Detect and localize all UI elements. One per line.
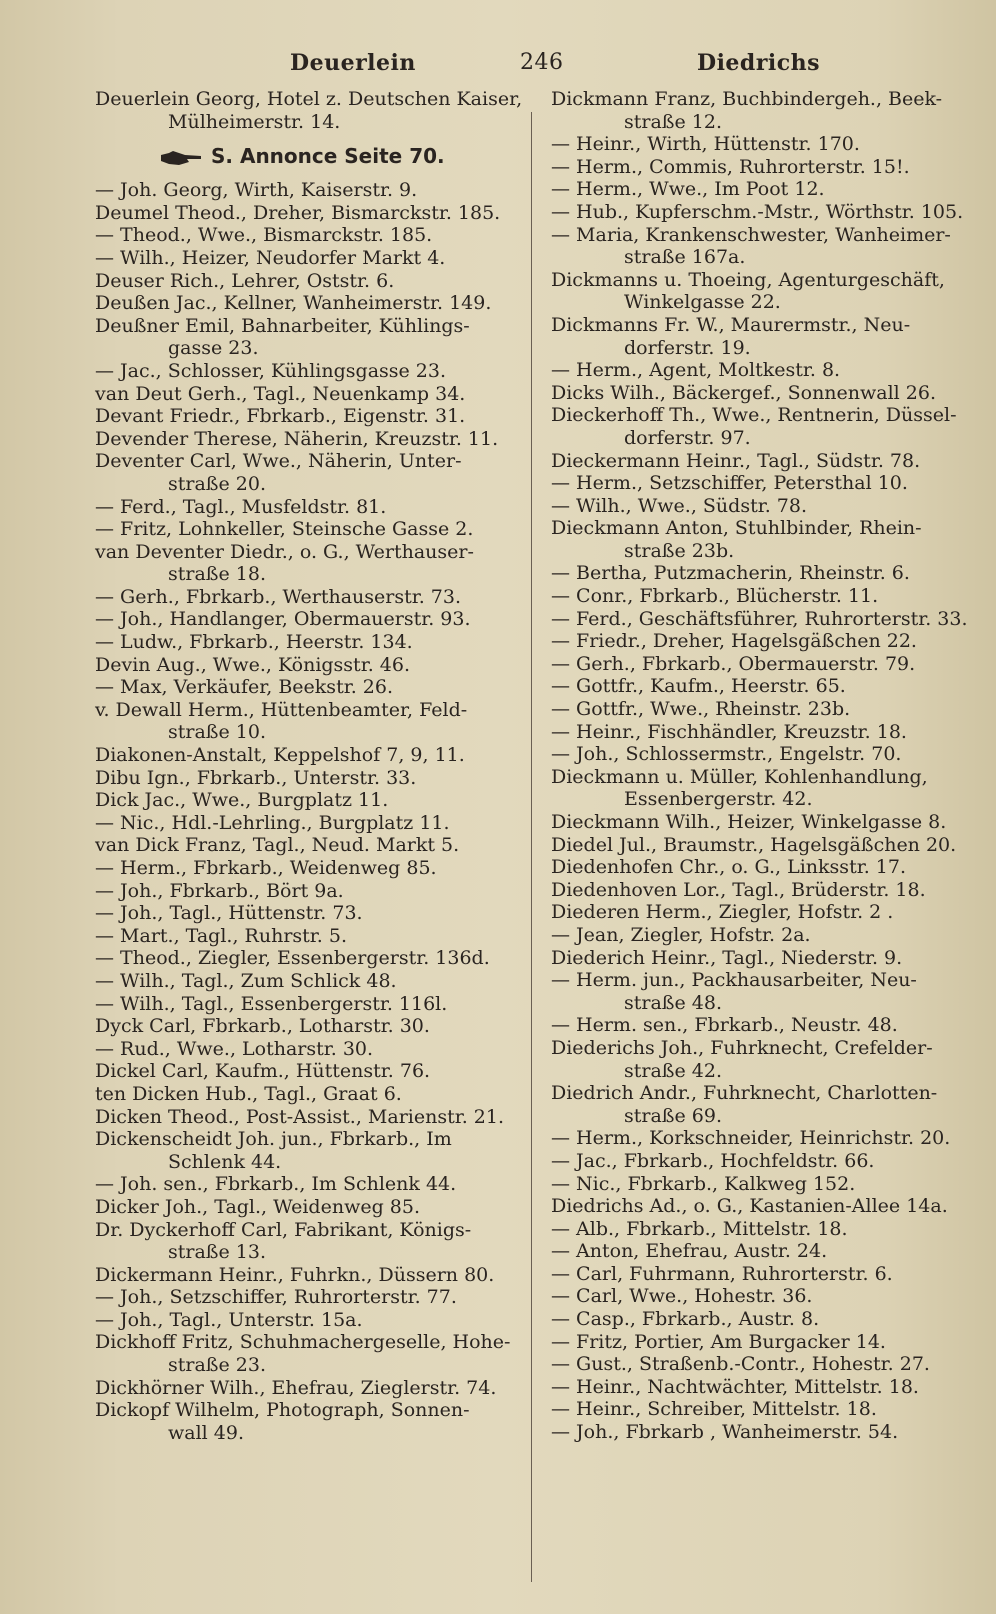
directory-entry xyxy=(551,1331,981,1354)
directory-entry xyxy=(551,1082,981,1105)
entry-text: — Fritz, Lohnkeller, Steinsche Gasse 2. xyxy=(95,518,474,541)
annonce-reference xyxy=(95,139,525,173)
directory-entry xyxy=(95,789,525,812)
entry-text: Diederichs Joh., Fuhrknecht, Crefelder- xyxy=(551,1036,933,1059)
directory-entry xyxy=(95,405,525,428)
entry-text: — Wilh., Heizer, Neudorfer Markt 4. xyxy=(95,246,446,269)
directory-entry xyxy=(95,654,525,677)
entry-text: Diedrich Andr., Fuhrknecht, Charlotten- xyxy=(551,1082,938,1105)
directory-entry xyxy=(551,156,981,179)
entry-text: — Joh., Tagl., Unterstr. 15a. xyxy=(95,1308,363,1331)
directory-entry xyxy=(95,744,525,767)
entry-text: Dickmanns u. Thoeing, Agenturgeschäft, xyxy=(551,268,945,291)
entry-text: Dieckmann u. Müller, Kohlenhandlung, xyxy=(551,765,928,788)
entry-text: Mülheimerstr. 14. xyxy=(168,110,341,133)
entry-text: Dickmanns Fr. W., Maurermstr., Neu- xyxy=(551,313,911,336)
right-column xyxy=(551,88,981,1444)
directory-entry xyxy=(551,1263,981,1286)
directory-entry xyxy=(95,428,525,451)
directory-entry xyxy=(551,269,981,292)
column-divider xyxy=(531,112,532,1582)
directory-entry xyxy=(95,1128,525,1151)
entry-text: Dickenscheidt Joh. jun., Fbrkarb., Im xyxy=(95,1128,452,1151)
directory-entry xyxy=(551,1308,981,1331)
entry-text: — Gerh., Fbrkarb., Werthauserstr. 73. xyxy=(95,585,462,608)
entry-continuation xyxy=(551,246,981,269)
directory-entry xyxy=(551,856,981,879)
entry-text: — Bertha, Putzmacherin, Rheinstr. 6. xyxy=(551,562,910,585)
entry-text: straße 18. xyxy=(168,563,266,586)
entry-text: Dibu Ign., Fbrkarb., Unterstr. 33. xyxy=(95,766,417,789)
entry-text: Dickopf Wilhelm, Photograph, Sonnen- xyxy=(95,1399,470,1422)
directory-entry xyxy=(551,1173,981,1196)
entry-text: — Herm., Fbrkarb., Weidenweg 85. xyxy=(95,857,437,879)
entry-text: — Herm. sen., Fbrkarb., Neustr. 48. xyxy=(551,1014,898,1037)
directory-entry xyxy=(551,382,981,405)
entry-text: straße 42. xyxy=(624,1059,722,1082)
directory-entry xyxy=(95,88,525,111)
entry-continuation xyxy=(551,111,981,134)
directory-entry xyxy=(95,202,525,225)
entry-text: — Herm., Wwe., Im Poot 12. xyxy=(551,178,825,201)
entry-text: straße 12. xyxy=(624,110,722,133)
directory-entry xyxy=(95,360,525,383)
page-number: 246 xyxy=(520,50,564,75)
entry-text: — Nic., Hdl.-Lehrling., Burgplatz 11. xyxy=(95,811,450,834)
entry-text: straße 20. xyxy=(168,472,266,495)
directory-entry xyxy=(551,901,981,924)
directory-entry xyxy=(551,1014,981,1037)
directory-entry xyxy=(95,834,525,857)
entry-text: ten Dicken Hub., Tagl., Graat 6. xyxy=(95,1082,402,1105)
entry-text: straße 10. xyxy=(168,721,266,744)
directory-entry xyxy=(95,1083,525,1106)
entry-text: — Gerh., Fbrkarb., Obermauerstr. 79. xyxy=(551,652,916,675)
entry-continuation xyxy=(95,337,525,360)
directory-entry xyxy=(551,675,981,698)
entry-text: van Deventer Diedr., o. G., Werthauser- xyxy=(95,540,474,563)
entry-continuation xyxy=(95,1151,525,1174)
directory-entry xyxy=(551,698,981,721)
entry-text: Dickhoff Fritz, Schuhmachergeselle, Hohe- xyxy=(95,1331,511,1354)
directory-entry xyxy=(95,925,525,948)
directory-entry xyxy=(95,1060,525,1083)
directory-entry xyxy=(95,1219,525,1242)
entry-continuation xyxy=(95,721,525,744)
directory-entry xyxy=(95,541,525,564)
entry-text: Dickermann Heinr., Fuhrkn., Düssern 80. xyxy=(95,1263,495,1286)
directory-entry xyxy=(95,608,525,631)
directory-entry xyxy=(95,1038,525,1061)
entry-text: Devant Friedr., Fbrkarb., Eigenstr. 31. xyxy=(95,405,466,428)
directory-entry xyxy=(551,1240,981,1263)
directory-entry xyxy=(95,902,525,925)
left-column xyxy=(95,88,525,1444)
entry-text: — Joh., Setzschiffer, Ruhrorterstr. 77. xyxy=(95,1286,457,1309)
directory-entry xyxy=(95,224,525,247)
entry-text: S. Annonce Seite 70. xyxy=(211,144,445,169)
entry-text: — Heinr., Nachtwächter, Mittelstr. 18. xyxy=(551,1375,919,1398)
entry-text: dorferstr. 97. xyxy=(624,426,751,449)
directory-entry xyxy=(95,247,525,270)
entry-text: — Rud., Wwe., Lotharstr. 30. xyxy=(95,1037,374,1060)
entry-text: — Jean, Ziegler, Hofstr. 2a. xyxy=(551,923,811,946)
directory-entry xyxy=(551,517,981,540)
entry-text: Diedrichs Ad., o. G., Kastanien-Allee 14a. xyxy=(551,1195,948,1218)
directory-entry xyxy=(551,1218,981,1241)
entry-text: Dieckmann Wilh., Heizer, Winkelgasse 8. xyxy=(551,811,947,833)
entry-text: Deumel Theod., Dreher, Bismarckstr. 185. xyxy=(95,201,501,224)
entry-text: straße 23b. xyxy=(624,539,735,562)
directory-entry xyxy=(551,495,981,518)
directory-entry xyxy=(95,947,525,970)
directory-entry xyxy=(95,1331,525,1354)
entry-continuation xyxy=(95,1422,525,1445)
directory-entry xyxy=(551,201,981,224)
entry-text: Diedenhoven Lor., Tagl., Brüderstr. 18. xyxy=(551,878,926,901)
directory-entry xyxy=(551,1376,981,1399)
entry-text: dorferstr. 19. xyxy=(624,336,751,359)
entry-text: — Friedr., Dreher, Hagelsgäßchen 22. xyxy=(551,630,917,653)
directory-entry xyxy=(95,292,525,315)
entry-text: — Carl, Wwe., Hohestr. 36. xyxy=(551,1285,813,1308)
entry-text: — Ferd., Tagl., Musfeldstr. 81. xyxy=(95,495,387,518)
directory-entry xyxy=(551,721,981,744)
entry-text: — Joh., Schlossermstr., Engelstr. 70. xyxy=(551,743,902,766)
entry-text: — Heinr., Fischhändler, Kreuzstr. 18. xyxy=(551,720,907,743)
entry-text: straße 69. xyxy=(624,1104,722,1127)
directory-entry xyxy=(551,1037,981,1060)
directory-entry xyxy=(95,270,525,293)
entry-text: Dicken Theod., Post-Assist., Marienstr. 21. xyxy=(95,1105,505,1128)
directory-entry xyxy=(551,1195,981,1218)
entry-text: Deußen Jac., Kellner, Wanheimerstr. 149. xyxy=(95,292,492,315)
entry-text: — Joh., Fbrkarb , Wanheimerstr. 54. xyxy=(551,1421,899,1444)
directory-entry xyxy=(551,1127,981,1150)
entry-text: — Joh. sen., Fbrkarb., Im Schlenk 44. xyxy=(95,1173,457,1196)
directory-entry xyxy=(95,1309,525,1332)
entry-text: — Heinr., Wirth, Hüttenstr. 170. xyxy=(551,133,860,156)
entry-text: Essenbergerstr. 42. xyxy=(624,788,813,811)
entry-text: — Max, Verkäufer, Beekstr. 26. xyxy=(95,676,393,699)
entry-text: — Anton, Ehefrau, Austr. 24. xyxy=(551,1240,828,1263)
entry-continuation xyxy=(551,1060,981,1083)
entry-text: — Herm. jun., Packhausarbeiter, Neu- xyxy=(551,969,917,992)
entry-text: straße 23. xyxy=(168,1354,266,1377)
directory-entry xyxy=(95,496,525,519)
entry-text: — Casp., Fbrkarb., Austr. 8. xyxy=(551,1308,820,1331)
directory-entry xyxy=(551,133,981,156)
entry-text: wall 49. xyxy=(168,1421,244,1444)
entry-continuation xyxy=(551,992,981,1015)
page-header xyxy=(0,44,996,84)
entry-text: Schlenk 44. xyxy=(168,1150,282,1173)
directory-entry xyxy=(551,608,981,631)
entry-text: — Joh., Fbrkarb., Bört 9a. xyxy=(95,879,344,902)
entry-text: — Nic., Fbrkarb., Kalkweg 152. xyxy=(551,1172,856,1195)
directory-entry xyxy=(551,834,981,857)
entry-continuation xyxy=(95,1354,525,1377)
entry-text: Winkelgasse 22. xyxy=(624,291,781,314)
entry-text: — Mart., Tagl., Ruhrstr. 5. xyxy=(95,924,347,947)
directory-entry xyxy=(95,880,525,903)
entry-continuation xyxy=(95,111,525,134)
entry-continuation xyxy=(95,473,525,496)
directory-entry xyxy=(551,1285,981,1308)
entry-text: — Gust., Straßenb.-Contr., Hohestr. 27. xyxy=(551,1353,930,1376)
entry-text: Deuser Rich., Lehrer, Oststr. 6. xyxy=(95,269,395,292)
entry-text: — Alb., Fbrkarb., Mittelstr. 18. xyxy=(551,1217,848,1240)
directory-entry xyxy=(551,879,981,902)
pointing-hand-icon xyxy=(159,149,203,167)
directory-entry xyxy=(95,767,525,790)
directory-entry xyxy=(95,676,525,699)
entry-text: Diakonen-Anstalt, Keppelshof 7, 9, 11. xyxy=(95,744,465,767)
directory-entry xyxy=(551,653,981,676)
directory-entry xyxy=(95,993,525,1016)
directory-entry xyxy=(551,472,981,495)
header-right-keyword: Diedrichs xyxy=(697,50,821,76)
directory-entry xyxy=(551,450,981,473)
entry-text: Diederen Herm., Ziegler, Hofstr. 2 . xyxy=(551,901,894,924)
entry-text: — Ferd., Geschäftsführer, Ruhrorterstr. 33. xyxy=(551,607,968,630)
entry-text: Diedel Jul., Braumstr., Hagelsgäßchen 20. xyxy=(551,833,957,856)
entry-text: — Gottfr., Wwe., Rheinstr. 23b. xyxy=(551,698,851,721)
directory-entry xyxy=(551,585,981,608)
entry-text: — Carl, Fuhrmann, Ruhrorterstr. 6. xyxy=(551,1262,893,1285)
entry-text: straße 167a. xyxy=(624,246,746,269)
entry-text: — Wilh., Tagl., Essenbergerstr. 116l. xyxy=(95,992,448,1015)
directory-entry xyxy=(551,766,981,789)
entry-text: — Herm., Setzschiffer, Petersthal 10. xyxy=(551,472,908,495)
entry-text: — Theod., Ziegler, Essenbergerstr. 136d. xyxy=(95,947,490,970)
entry-text: — Theod., Wwe., Bismarckstr. 185. xyxy=(95,224,433,247)
directory-entry xyxy=(551,1353,981,1376)
entry-text: — Joh., Tagl., Hüttenstr. 73. xyxy=(95,902,363,925)
directory-entry xyxy=(95,1106,525,1129)
directory-entry xyxy=(95,450,525,473)
directory-entry xyxy=(95,1015,525,1038)
entry-text: — Wilh., Tagl., Zum Schlick 48. xyxy=(95,969,397,992)
entry-text: — Wilh., Wwe., Südstr. 78. xyxy=(551,494,807,517)
directory-entry xyxy=(551,969,981,992)
directory-entry xyxy=(551,88,981,111)
entry-text: Devin Aug., Wwe., Königsstr. 46. xyxy=(95,653,410,676)
directory-entry xyxy=(95,812,525,835)
entry-text: — Herm., Commis, Ruhrorterstr. 15!. xyxy=(551,155,910,178)
directory-entry xyxy=(95,1377,525,1400)
entry-continuation xyxy=(551,1105,981,1128)
entry-text: Dr. Dyckerhoff Carl, Fabrikant, Königs- xyxy=(95,1218,472,1241)
directory-entry xyxy=(95,1286,525,1309)
entry-continuation xyxy=(551,291,981,314)
entry-text: Diederich Heinr., Tagl., Niederstr. 9. xyxy=(551,946,903,969)
directory-entry xyxy=(95,179,525,202)
directory-entry xyxy=(551,947,981,970)
directory-entry xyxy=(95,315,525,338)
entry-text: — Heinr., Schreiber, Mittelstr. 18. xyxy=(551,1398,877,1421)
entry-text: Dicker Joh., Tagl., Weidenweg 85. xyxy=(95,1195,420,1218)
entry-text: Deventer Carl, Wwe., Näherin, Unter- xyxy=(95,450,462,473)
entry-text: straße 48. xyxy=(624,991,722,1014)
directory-entry xyxy=(95,383,525,406)
entry-continuation xyxy=(551,337,981,360)
directory-entry xyxy=(551,314,981,337)
directory-entry xyxy=(551,1421,981,1444)
entry-text: v. Dewall Herm., Hüttenbeamter, Feld- xyxy=(95,698,468,721)
directory-entry xyxy=(551,811,981,834)
entry-text: gasse 23. xyxy=(168,337,259,360)
entry-text: Dicks Wilh., Bäckergef., Sonnenwall 26. xyxy=(551,381,937,404)
entry-text: — Jac., Schlosser, Kühlingsgasse 23. xyxy=(95,359,447,382)
directory-entry xyxy=(551,224,981,247)
entry-text: — Jac., Fbrkarb., Hochfeldstr. 66. xyxy=(551,1149,875,1172)
entry-text: — Herm., Agent, Moltkestr. 8. xyxy=(551,359,841,382)
directory-entry xyxy=(551,178,981,201)
entry-text: Dickhörner Wilh., Ehefrau, Zieglerstr. 74. xyxy=(95,1376,497,1399)
entry-text: — Ludw., Fbrkarb., Heerstr. 134. xyxy=(95,631,413,654)
directory-entry xyxy=(551,1150,981,1173)
entry-text: — Herm., Korkschneider, Heinrichstr. 20. xyxy=(551,1127,951,1150)
entry-text: Dieckerhoff Th., Wwe., Rentnerin, Düssel- xyxy=(551,404,957,427)
entry-text: Deußner Emil, Bahnarbeiter, Kühlings- xyxy=(95,314,470,337)
entry-text: van Dick Franz, Tagl., Neud. Markt 5. xyxy=(95,834,460,857)
entry-text: — Fritz, Portier, Am Burgacker 14. xyxy=(551,1330,886,1353)
entry-text: van Deut Gerh., Tagl., Neuenkamp 34. xyxy=(95,382,466,405)
directory-entry xyxy=(95,1399,525,1422)
entry-text: — Maria, Krankenschwester, Wanheimer- xyxy=(551,223,951,246)
entry-text: Dickmann Franz, Buchbindergeh., Beek- xyxy=(551,88,943,110)
entry-text: Dyck Carl, Fbrkarb., Lotharstr. 30. xyxy=(95,1015,430,1038)
directory-entry xyxy=(551,630,981,653)
entry-text: Dieckermann Heinr., Tagl., Südstr. 78. xyxy=(551,449,921,472)
entry-text: — Gottfr., Kaufm., Heerstr. 65. xyxy=(551,675,846,698)
entry-text: Devender Therese, Näherin, Kreuzstr. 11. xyxy=(95,427,499,450)
directory-entry xyxy=(95,970,525,993)
directory-entry xyxy=(95,1196,525,1219)
directory-entry xyxy=(95,586,525,609)
entry-continuation xyxy=(95,1241,525,1264)
directory-entry xyxy=(95,1264,525,1287)
directory-entry xyxy=(95,518,525,541)
directory-entry xyxy=(95,1173,525,1196)
header-left-keyword: Deuerlein xyxy=(290,50,416,76)
directory-entry xyxy=(95,631,525,654)
directory-entry xyxy=(551,359,981,382)
entry-text: Dickel Carl, Kaufm., Hüttenstr. 76. xyxy=(95,1060,431,1083)
entry-continuation xyxy=(95,563,525,586)
entry-continuation xyxy=(551,788,981,811)
directory-entry xyxy=(551,404,981,427)
directory-entry xyxy=(551,562,981,585)
directory-entry xyxy=(551,1398,981,1421)
entry-text: Deuerlein Georg, Hotel z. Deutschen Kaiser, xyxy=(95,88,523,110)
entry-text: straße 13. xyxy=(168,1241,266,1264)
directory-entry xyxy=(551,743,981,766)
entry-text: — Joh., Handlanger, Obermauerstr. 93. xyxy=(95,608,471,631)
entry-text: Dick Jac., Wwe., Burgplatz 11. xyxy=(95,789,389,812)
directory-entry xyxy=(95,699,525,722)
entry-text: — Conr., Fbrkarb., Blücherstr. 11. xyxy=(551,585,879,608)
directory-entry xyxy=(551,924,981,947)
entry-continuation xyxy=(551,427,981,450)
entry-text: — Hub., Kupferschm.-Mstr., Wörthstr. 105. xyxy=(551,200,964,223)
entry-text: Dieckmann Anton, Stuhlbinder, Rhein- xyxy=(551,517,922,540)
entry-text: Diedenhofen Chr., o. G., Linksstr. 17. xyxy=(551,856,906,879)
entry-continuation xyxy=(551,540,981,563)
entry-text: — Joh. Georg, Wirth, Kaiserstr. 9. xyxy=(95,179,418,202)
directory-entry xyxy=(95,857,525,880)
